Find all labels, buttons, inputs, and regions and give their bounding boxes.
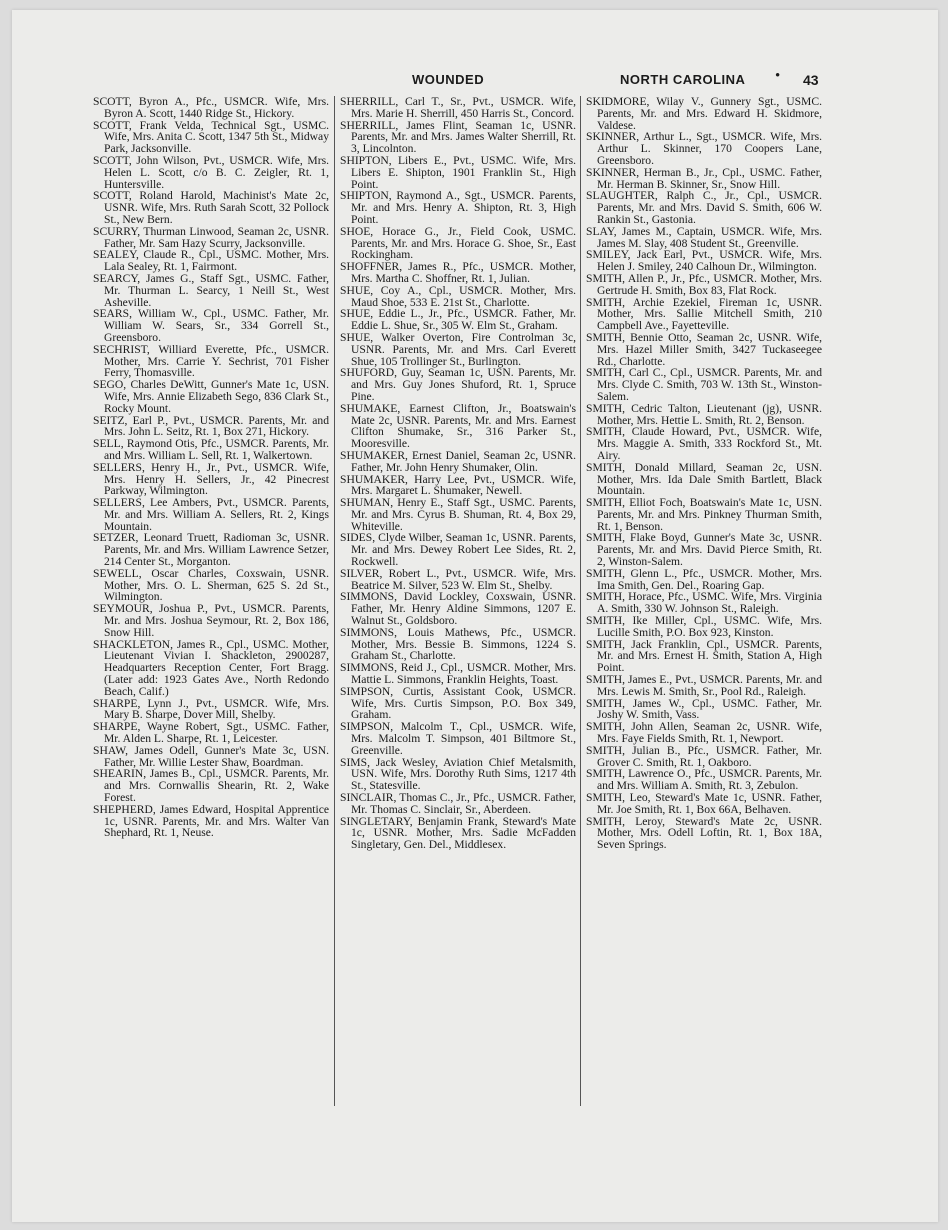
casualty-entry: SMITH, Julian B., Pfc., USMCR. Father, Mr. Grover C. Smith, Rt. 1, Oakboro.	[586, 743, 822, 769]
casualty-entry: SMITH, Bennie Otto, Seaman 2c, USNR. Wife, Mrs. Hazel Miller Smith, 3427 Tuckaseegee Rd., Charlotte.	[586, 330, 822, 368]
casualty-entry: SHAW, James Odell, Gunner's Mate 3c, USN. Father, Mr. Willie Lester Shaw, Boardman.	[93, 743, 329, 769]
column-divider	[580, 96, 581, 1106]
casualty-entry: SHUFORD, Guy, Seaman 1c, USN. Parents, Mr. and Mrs. Guy Jones Shuford, Rt. 1, Spruce Pine.	[340, 366, 576, 403]
casualty-entry: SELLERS, Henry H., Jr., Pvt., USMCR. Wife, Mrs. Henry H. Sellers, Jr., 42 Pinecrest Parkway, Wilmington.	[93, 460, 329, 498]
casualty-entry: SHUMAKE, Earnest Clifton, Jr., Boatswain's Mate 2c, USNR. Parents, Mr. and Mrs. Earnest Clifton Shumake, Sr., 316 Parker St., Mooresville.	[340, 401, 576, 451]
section-title: WOUNDED	[412, 72, 485, 87]
casualty-entry: SCURRY, Thurman Linwood, Seaman 2c, USNR. Father, Mr. Sam Hazy Scurry, Jacksonville.	[93, 224, 329, 250]
casualty-entry: SINCLAIR, Thomas C., Jr., Pfc., USMCR. Father, Mr. Thomas C. Sinclair, Sr., Aberdeen.	[340, 791, 576, 816]
casualty-entry: SIMMONS, Reid J., Cpl., USMCR. Mother, Mrs. Mattie L. Simmons, Franklin Heights, Toast.	[340, 661, 576, 687]
casualty-entry: SCOTT, Byron A., Pfc., USMCR. Wife, Mrs. Byron A. Scott, 1440 Ridge St., Hickory.	[93, 95, 329, 120]
casualty-entry: SEALEY, Claude R., Cpl., USMC. Mother, Mrs. Lala Sealey, Rt. 1, Fairmont.	[93, 248, 329, 274]
casualty-entry: SMITH, Flake Boyd, Gunner's Mate 3c, USNR. Parents, Mr. and Mrs. David Pierce Smith, Rt. 2, Winston-Salem.	[586, 531, 822, 569]
casualty-entry: SIMS, Jack Wesley, Aviation Chief Metalsmith, USN. Wife, Mrs. Dorothy Ruth Sims, 1217 4th St., Statesville.	[340, 755, 576, 793]
casualty-entry: SILVER, Robert L., Pvt., USMCR. Wife, Mrs. Beatrice M. Silver, 523 W. Elm St., Shelby.	[340, 566, 576, 592]
casualty-entry: SMITH, Claude Howard, Pvt., USMCR. Wife, Mrs. Maggie A. Smith, 333 Rockford St., Mt. Airy.	[586, 425, 822, 462]
casualty-entry: SIDES, Clyde Wilber, Seaman 1c, USNR. Parents, Mr. and Mrs. Dewey Robert Lee Sides, Rt. 2, Rockwell.	[340, 531, 576, 569]
casualty-entry: SHOE, Horace G., Jr., Field Cook, USMC. Parents, Mr. and Mrs. Horace G. Shoe, Sr., East Rockingham.	[340, 224, 576, 262]
casualty-entry: SHUMAN, Henry E., Staff Sgt., USMC. Parents, Mr. and Mrs. Cyrus B. Shuman, Rt. 4, Box 29, Whiteville.	[340, 496, 576, 533]
casualty-entry: SEARCY, James G., Staff Sgt., USMC. Father, Mr. Thurman L. Searcy, 1 Neill St., West Asheville.	[93, 271, 329, 309]
casualty-entry: SMITH, Allen P., Jr., Pfc., USMCR. Mother, Mrs. Gertrude H. Smith, Box 83, Flat Rock.	[586, 271, 822, 297]
state-title: NORTH CAROLINA	[620, 72, 746, 87]
column-divider	[334, 96, 335, 1106]
casualty-entry: SHUE, Eddie L., Jr., Pfc., USMCR. Father, Mr. Eddie L. Shue, Sr., 305 W. Elm St., Graham.	[340, 307, 576, 333]
casualty-entry: SMITH, James W., Cpl., USMC. Father, Mr. Joshy W. Smith, Vass.	[586, 696, 822, 722]
casualty-entry: SMITH, Carl C., Cpl., USMCR. Parents, Mr. and Mrs. Clyde C. Smith, 703 W. 13th St., Winston-Salem.	[586, 366, 822, 403]
bullet-separator: •	[775, 68, 781, 84]
casualty-entry: SLAY, James M., Captain, USMCR. Wife, Mrs. James M. Slay, 408 Student St., Greenville.	[586, 224, 822, 250]
casualty-entry: SIMPSON, Malcolm T., Cpl., USMCR. Wife, Mrs. Malcolm T. Simpson, 401 Biltmore St., Greenville.	[340, 720, 576, 757]
casualty-entry: SMITH, Horace, Pfc., USMC. Wife, Mrs. Virginia A. Smith, 330 W. Johnson St., Raleigh.	[586, 590, 822, 616]
casualty-entry: SHEARIN, James B., Cpl., USMCR. Parents, Mr. and Mrs. Cornwallis Shearin, Rt. 2, Wake Forest.	[93, 767, 329, 805]
casualty-entry: SMITH, Leo, Steward's Mate 1c, USNR. Father, Mr. Joe Smith, Rt. 1, Box 66A, Belhaven.	[586, 791, 822, 816]
casualty-entry: SKINNER, Arthur L., Sgt., USMCR. Wife, Mrs. Arthur L. Skinner, 170 Coopers Lane, Greensboro.	[586, 130, 822, 167]
casualty-entry: SHARPE, Lynn J., Pvt., USMCR. Wife, Mrs. Mary B. Sharpe, Dover Mill, Shelby.	[93, 696, 329, 722]
casualty-entry: SEYMOUR, Joshua P., Pvt., USMCR. Parents, Mr. and Mrs. Joshua Seymour, Rt. 2, Box 186, Snow Hill.	[93, 602, 329, 639]
casualty-entry: SETZER, Leonard Truett, Radioman 3c, USNR. Parents, Mr. and Mrs. William Lawrence Setzer, 214 Center St., Morganton.	[93, 531, 329, 569]
column-2	[340, 96, 576, 851]
column-1	[93, 96, 329, 839]
casualty-entry: SMITH, Archie Ezekiel, Fireman 1c, USNR. Mother, Mrs. Sallie Mitchell Smith, 210 Campbell Ave., Fayetteville.	[586, 295, 822, 333]
casualty-entry: SHERRILL, Carl T., Sr., Pvt., USMCR. Wife, Mrs. Marie H. Sherrill, 450 Harris St., Concord.	[340, 95, 576, 120]
casualty-entry: SMITH, Elliot Foch, Boatswain's Mate 1c, USN. Parents, Mr. and Mrs. Pinkney Thurman Smith, Rt. 1, Benson.	[586, 496, 822, 533]
casualty-entry: SMITH, Jack Franklin, Cpl., USMCR. Parents, Mr. and Mrs. Ernest H. Smith, Station A, High Point.	[586, 637, 822, 675]
casualty-entry: SHUMAKER, Ernest Daniel, Seaman 2c, USNR. Father, Mr. John Henry Shumaker, Olin.	[340, 448, 576, 474]
casualty-entry: SMITH, James E., Pvt., USMCR. Parents, Mr. and Mrs. Lewis M. Smith, Sr., Pool Rd., Raleigh.	[586, 673, 822, 698]
casualty-entry: SIMMONS, David Lockley, Coxswain, USNR. Father, Mr. Henry Aldine Simmons, 1207 E. Walnut St., Goldsboro.	[340, 590, 576, 628]
casualty-entry: SHEPHERD, James Edward, Hospital Apprentice 1c, USNR. Parents, Mr. and Mrs. Walter Van Shephard, Rt. 1, Neuse.	[93, 802, 329, 840]
casualty-entry: SKIDMORE, Wilay V., Gunnery Sgt., USMC. Parents, Mr. and Mrs. Edward H. Skidmore, Valdese.	[586, 95, 822, 132]
casualty-entry: SHIPTON, Raymond A., Sgt., USMCR. Parents, Mr. and Mrs. Henry A. Shipton, Rt. 3, High Point.	[340, 189, 576, 226]
casualty-entry: SIMPSON, Curtis, Assistant Cook, USMCR. Wife, Mrs. Curtis Simpson, P.O. Box 349, Graham.	[340, 684, 576, 722]
casualty-entry: SHERRILL, James Flint, Seaman 1c, USNR. Parents, Mr. and Mrs. James Walter Sherrill, Rt. 3, Lincolnton.	[340, 118, 576, 156]
casualty-entry: SMITH, Cedric Talton, Lieutenant (jg), USNR. Mother, Mrs. Hettie L. Smith, Rt. 2, Benson.	[586, 401, 822, 427]
casualty-entry: SHARPE, Wayne Robert, Sgt., USMC. Father, Mr. Alden L. Sharpe, Rt. 1, Leicester.	[93, 720, 329, 746]
casualty-entry: SCOTT, Frank Velda, Technical Sgt., USMC. Wife, Mrs. Anita C. Scott, 1347 5th St., Midway Park, Jacksonville.	[93, 118, 329, 156]
casualty-entry: SCOTT, Roland Harold, Machinist's Mate 2c, USNR. Wife, Mrs. Ruth Sarah Scott, 32 Pollock St., New Bern.	[93, 189, 329, 226]
casualty-entry: SEARS, William W., Cpl., USMC. Father, Mr. William W. Sears, Sr., 334 Gorrell St., Greensboro.	[93, 307, 329, 344]
casualty-entry: SMITH, Lawrence O., Pfc., USMCR. Parents, Mr. and Mrs. William A. Smith, Rt. 3, Zebulon.	[586, 767, 822, 793]
casualty-entry: SIMMONS, Louis Mathews, Pfc., USMCR. Mother, Mrs. Bessie B. Simmons, 1224 S. Graham St., Charlotte.	[340, 625, 576, 663]
casualty-entry: SMITH, Leroy, Steward's Mate 2c, USNR. Mother, Mrs. Odell Loftin, Rt. 1, Box 18A, Seven Springs.	[586, 814, 822, 852]
column-3	[586, 96, 822, 851]
page-number: 43	[803, 72, 819, 88]
casualty-entry: SINGLETARY, Benjamin Frank, Steward's Mate 1c, USNR. Mother, Mrs. Sadie McFadden Singletary, Gen. Del., Middlesex.	[340, 814, 576, 852]
casualty-entry: SELLERS, Lee Ambers, Pvt., USMCR. Parents, Mr. and Mrs. William A. Sellers, Rt. 2, Kings Mountain.	[93, 496, 329, 533]
casualty-entry: SHUE, Walker Overton, Fire Controlman 3c, USNR. Parents, Mr. and Mrs. Carl Everett Shue, 105 Trollinger St., Burlington.	[340, 330, 576, 368]
casualty-entry: SECHRIST, Williard Everette, Pfc., USMCR. Mother, Mrs. Carrie Y. Sechrist, 701 Fisher Ferry, Thomasville.	[93, 342, 329, 380]
casualty-entry: SELL, Raymond Otis, Pfc., USMCR. Parents, Mr. and Mrs. William L. Sell, Rt. 1, Walkertown.	[93, 437, 329, 462]
casualty-entry: SCOTT, John Wilson, Pvt., USMCR. Wife, Mrs. Helen L. Scott, c/o B. C. Zeigler, Rt. 1, Huntersville.	[93, 153, 329, 191]
casualty-entry: SMITH, Donald Millard, Seaman 2c, USN. Mother, Mrs. Ida Dale Smith Bartlett, Black Mountain.	[586, 460, 822, 498]
casualty-entry: SHACKLETON, James R., Cpl., USMC. Mother, Lieutenant Vivian I. Shackleton, 2900287, Headquarters Reception Center, Fort Bragg. (Later add: 1923 Gates Ave., North Redondo Beach, Calif.)	[93, 637, 329, 698]
casualty-entry: SMITH, Glenn L., Pfc., USMCR. Mother, Mrs. Ima Smith, Gen. Del., Roaring Gap.	[586, 566, 822, 592]
casualty-entry: SEITZ, Earl P., Pvt., USMCR. Parents, Mr. and Mrs. John L. Seitz, Rt. 1, Box 271, Hickory.	[93, 413, 329, 439]
casualty-entry: SMILEY, Jack Earl, Pvt., USMCR. Wife, Mrs. Helen J. Smiley, 240 Calhoun Dr., Wilmington.	[586, 248, 822, 274]
casualty-entry: SKINNER, Herman B., Jr., Cpl., USMC. Father, Mr. Herman B. Skinner, Sr., Snow Hill.	[586, 165, 822, 191]
casualty-entry: SMITH, Ike Miller, Cpl., USMC. Wife, Mrs. Lucille Smith, P.O. Box 923, Kinston.	[586, 614, 822, 639]
casualty-entry: SHOFFNER, James R., Pfc., USMCR. Mother, Mrs. Martha C. Shoffner, Rt. 1, Julian.	[340, 260, 576, 285]
casualty-entry: SMITH, John Allen, Seaman 2c, USNR. Wife, Mrs. Faye Fields Smith, Rt. 1, Newport.	[586, 720, 822, 746]
casualty-entry: SHUMAKER, Harry Lee, Pvt., USMCR. Wife, Mrs. Margaret L. Shumaker, Newell.	[340, 472, 576, 498]
casualty-entry: SHIPTON, Libers E., Pvt., USMC. Wife, Mrs. Libers E. Shipton, 1901 Franklin St., High Point.	[340, 153, 576, 191]
casualty-entry: SEWELL, Oscar Charles, Coxswain, USNR. Mother, Mrs. O. L. Sherman, 625 S. 2d St., Wilmington.	[93, 566, 329, 604]
casualty-entry: SLAUGHTER, Ralph C., Jr., Cpl., USMCR. Parents, Mr. and Mrs. David S. Smith, 606 W. Rankin St., Gastonia.	[586, 189, 822, 226]
casualty-entry: SHUE, Coy A., Cpl., USMCR. Mother, Mrs. Maud Shoe, 533 E. 21st St., Charlotte.	[340, 283, 576, 309]
casualty-entry: SEGO, Charles DeWitt, Gunner's Mate 1c, USN. Wife, Mrs. Annie Elizabeth Sego, 836 Clark St., Rocky Mount.	[93, 378, 329, 415]
